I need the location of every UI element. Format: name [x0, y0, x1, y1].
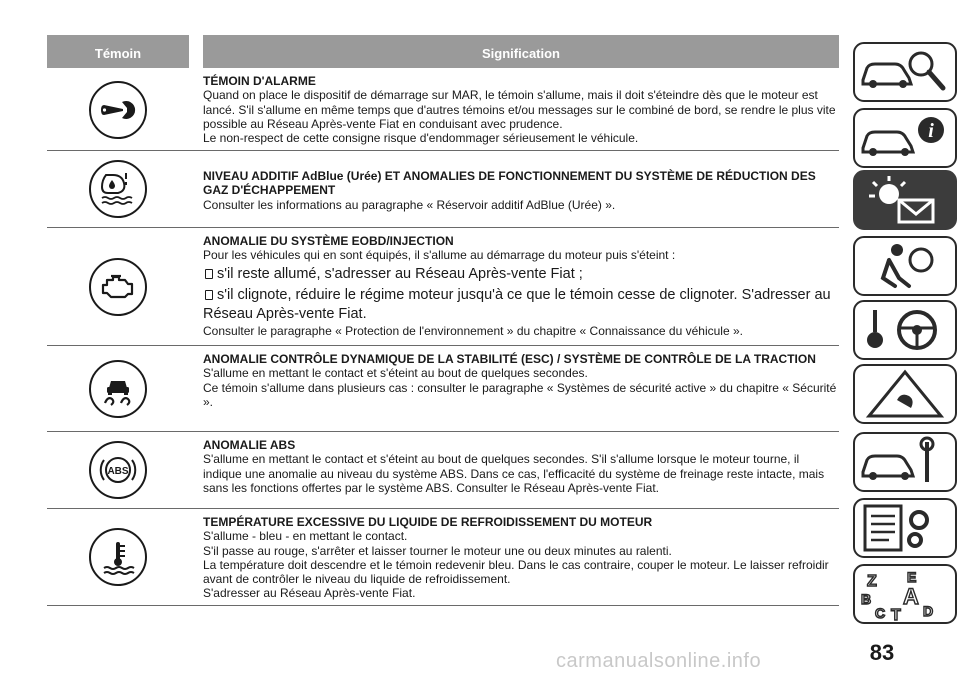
table-header	[47, 35, 839, 68]
alphabet-index-icon	[855, 566, 955, 622]
list-item: s'il clignote, réduire le régime moteur jusqu'à ce que le témoin cesse de clignoter. S'adresser au Réseau Après-vente Fiat.	[203, 286, 831, 322]
car-search-icon	[855, 44, 955, 100]
row-text: Ce témoin s'allume dans plusieurs cas : consulter le paragraphe « Systèmes de sécurité active » du chapitre « Sécurité ».	[203, 380, 837, 409]
svg-text:Z: Z	[867, 573, 877, 590]
svg-text:i: i	[928, 120, 934, 142]
row-text: Le non-respect de cette consigne risque d'endommager sérieusement le véhicule.	[203, 131, 639, 146]
abs-icon	[89, 441, 147, 499]
svg-text:ABS: ABS	[107, 466, 129, 477]
key-steering-wheel-icon	[855, 302, 955, 358]
warning-light-message-icon	[855, 172, 955, 228]
row-text: S'allume en mettant le contact et s'éteint au bout de quelques secondes.	[203, 366, 588, 381]
bullet-box-icon	[205, 269, 213, 279]
engine-icon	[89, 258, 147, 316]
row-text: S'allume - bleu - en mettant le contact.	[203, 529, 408, 544]
tab-maintenance[interactable]	[853, 432, 957, 492]
row-text: S'adresser au Réseau Après-vente Fiat.	[203, 586, 416, 601]
tab-warning-lights[interactable]	[853, 170, 957, 230]
row-text: La température doit descendre et le témoin redevenir bleu. Dans le cas contraire, couper le moteur. Le laisser refroidir avant de contrôler le niveau du liquide de refroidissement.	[203, 557, 829, 587]
tab-car-info[interactable]	[853, 108, 957, 168]
row-text: S'il passe au rouge, s'arrêter et laisser tourner le moteur une ou deux minutes au ralenti.	[203, 543, 672, 558]
row-title: TÉMOIN D'ALARME	[203, 74, 316, 88]
row-title: NIVEAU ADDITIF AdBlue (Urée) ET ANOMALIES DE FONCTIONNEMENT DU SYSTÈME DE RÉDUCTION DES GAZ D'ÉCHAPPEMENT	[203, 169, 816, 198]
page-number: 83	[869, 640, 895, 665]
list-item: s'il reste allumé, s'adresser au Réseau Après-vente Fiat ;	[203, 265, 839, 284]
warning-triangle-icon	[855, 366, 955, 422]
svg-text:D: D	[923, 603, 934, 619]
airbag-icon	[855, 238, 955, 294]
table-row	[47, 432, 839, 509]
svg-text:T: T	[891, 607, 901, 622]
tab-airbag-safety[interactable]	[853, 236, 957, 296]
table-row	[47, 70, 839, 151]
header-signification: Signification	[482, 46, 560, 61]
tab-technical-data[interactable]	[853, 498, 957, 558]
wrench-icon	[89, 81, 147, 139]
car-wrench-icon	[855, 434, 955, 490]
row-title: ANOMALIE DU SYSTÈME EOBD/INJECTION	[203, 234, 454, 248]
row-text: Consulter le paragraphe « Protection de l'environnement » du chapitre « Connaissance du véhicule ».	[203, 323, 743, 338]
table-row	[47, 346, 839, 432]
row-title: ANOMALIE CONTRÔLE DYNAMIQUE DE LA STABILITÉ (ESC) / SYSTÈME DE CONTRÔLE DE LA TRACTION	[203, 352, 816, 366]
table-row	[47, 228, 839, 346]
tab-emergency[interactable]	[853, 364, 957, 424]
table-row	[47, 509, 839, 606]
watermark: carmanualsonline.info	[556, 650, 762, 672]
svg-text:C: C	[875, 605, 886, 621]
svg-text:E: E	[907, 569, 917, 585]
esc-icon	[89, 360, 147, 418]
row-text: Consulter les informations au paragraphe « Réservoir additif AdBlue (Urée) ».	[203, 197, 616, 212]
tab-index[interactable]	[853, 564, 957, 624]
tab-starting-driving[interactable]	[853, 300, 957, 360]
coolant-temperature-icon	[89, 528, 147, 586]
header-temoin: Témoin	[94, 46, 142, 61]
spec-sheet-gears-icon	[855, 500, 955, 556]
table-row	[47, 151, 839, 228]
row-title: TEMPÉRATURE EXCESSIVE DU LIQUIDE DE REFROIDISSEMENT DU MOTEUR	[203, 515, 653, 529]
adblue-icon	[89, 160, 147, 218]
car-info-icon	[855, 110, 955, 166]
row-text: Pour les véhicules qui en sont équipés, il s'allume au démarrage du moteur puis s'éteint :	[203, 248, 676, 263]
row-title: ANOMALIE ABS	[203, 438, 296, 452]
tab-car-search[interactable]	[853, 42, 957, 102]
bullet-box-icon	[205, 290, 213, 300]
svg-text:B: B	[861, 591, 872, 607]
svg-text:A: A	[903, 584, 919, 609]
row-text: S'allume en mettant le contact et s'éteint au bout de quelques secondes. S'il s'allume lorsque le moteur tourne, il indique une anomalie au niveau du système ABS. Dans ce cas, l'efficacité du système de freinage reste intacte, mais sans les fonctions offertes par le système ABS. Consulter le Réseau Après-vente Fiat.	[203, 452, 825, 495]
row-text: Quand on place le dispositif de démarrage sur MAR, le témoin s'allume, mais il doit s'éteindre dès que le moteur est lancé. S'il s'allume en même temps que d'autres témoins et/ou messages sur le combiné de bord, se rendre le plus vite possible au Réseau Après-vente Fiat en conduisant avec prudence.	[203, 88, 836, 131]
